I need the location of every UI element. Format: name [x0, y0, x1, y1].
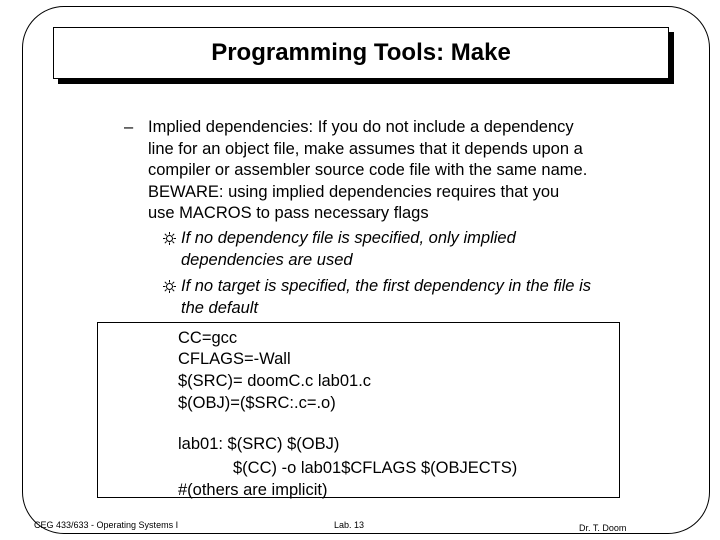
footer-author: Dr. T. Doom — [579, 523, 627, 533]
paragraph-line: compiler or assembler source code file with the same name. — [148, 161, 588, 179]
code-line: $(CC) -o lab01$CFLAGS $(OBJECTS) — [233, 459, 518, 477]
main-paragraph — [148, 117, 648, 225]
sub-bullet-2 — [181, 276, 591, 319]
code-line: $(OBJ)=($SRC:.c=.o) — [178, 394, 336, 412]
paragraph-line: line for an object file, make assumes that it depends upon a — [148, 139, 583, 158]
bullet-line: If no target is specified, the first dependency in the file is — [181, 277, 591, 295]
code-line: $(SRC)= doomC.c lab01.c — [178, 372, 372, 390]
bullet-line: If no dependency file is specified, only implied — [181, 229, 516, 247]
code-line: CC=gcc — [178, 329, 238, 347]
sub-bullet-1 — [181, 228, 516, 271]
code-line: #(others are implicit) — [178, 481, 328, 499]
list-dash: – — [124, 118, 134, 136]
footer-course: CEG 433/633 - Operating Systems I — [34, 520, 179, 530]
bullet-line: the default — [181, 298, 259, 317]
title-box — [53, 27, 669, 79]
sun-bullet-icon — [163, 232, 176, 245]
paragraph-line: use MACROS to pass necessary flags — [148, 204, 429, 222]
slide-title: Programming Tools: Make — [211, 39, 511, 66]
footer-lab: Lab. 13 — [334, 520, 365, 530]
paragraph-line: BEWARE: using implied dependencies requires that you — [148, 182, 560, 201]
code-line: CFLAGS=-Wall — [178, 350, 291, 368]
paragraph-line: Implied dependencies: If you do not include a dependency — [148, 118, 574, 136]
sun-bullet-icon — [163, 280, 176, 293]
bullet-line: dependencies are used — [181, 250, 353, 269]
code-line: lab01: $(SRC) $(OBJ) — [178, 435, 340, 453]
